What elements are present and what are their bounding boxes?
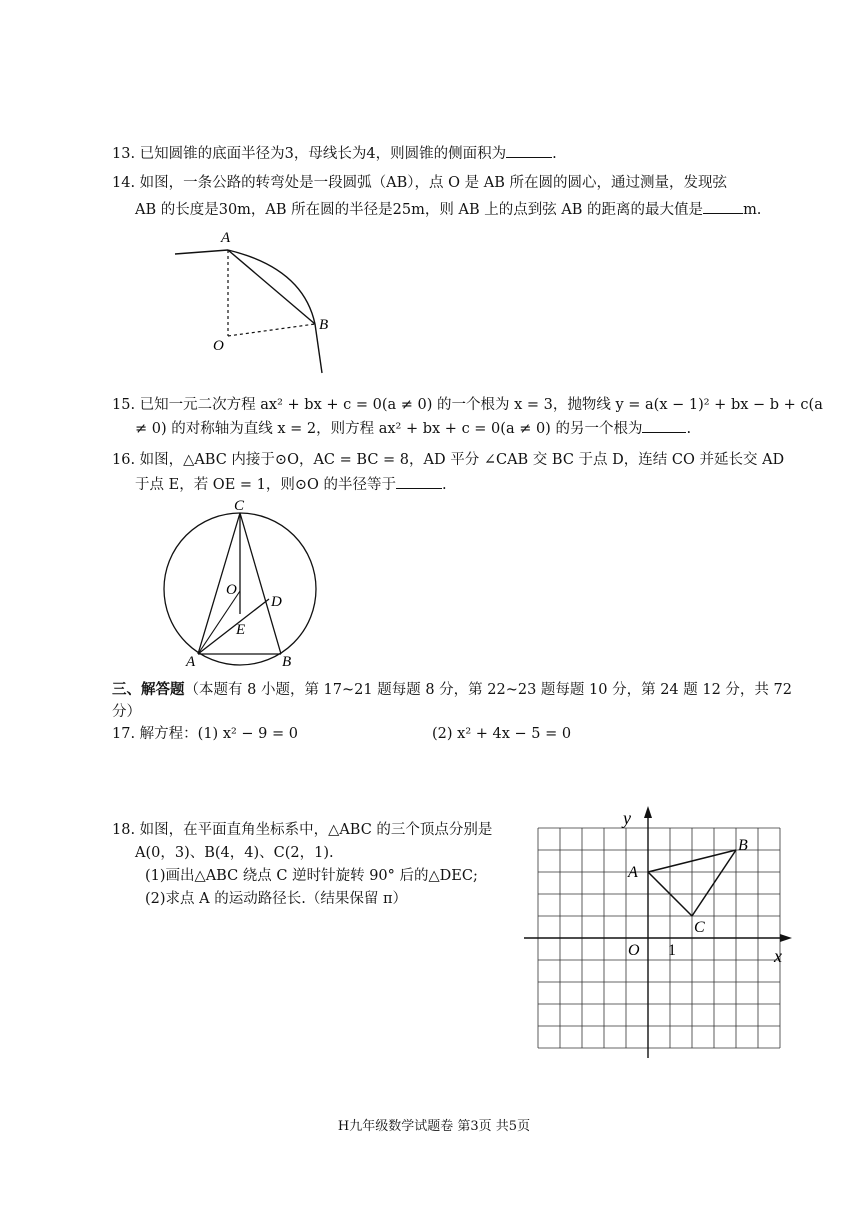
question-number: 17. — [112, 726, 136, 742]
question-18-part-2 — [145, 889, 407, 909]
page-footer: H九年级数学试题卷 第3页 共5页 — [337, 1119, 531, 1134]
question-number: 18. — [112, 822, 136, 838]
end-mark: . — [552, 146, 557, 162]
road-segment-left — [175, 250, 228, 254]
question-18-part-1 — [145, 866, 478, 886]
question-text: 如图，一条公路的转弯处是一段圆弧（AB），点 O 是 AB 所在圆的圆心，通过测量，发现弦 — [139, 175, 727, 191]
point-d-label: D — [271, 594, 282, 610]
question-number: 13. — [112, 146, 136, 162]
question-text: 如图，△ABC 内接于⊙O，AC = BC = 8，AD 平分 ∠CAB 交 BC 于点 D，连结 CO 并延长交 AD — [139, 452, 785, 468]
question-14-line-2 — [135, 199, 761, 220]
section-title: 三、解答题 — [112, 681, 185, 698]
origin-label: O — [628, 942, 640, 959]
point-b-label: B — [738, 837, 748, 854]
question-18-line-1 — [112, 820, 492, 840]
section-description-cont: 分） — [112, 704, 141, 720]
coordinate-grid-figure — [518, 800, 798, 1070]
point-o-label: O — [213, 338, 224, 354]
y-axis-label: y — [623, 808, 631, 828]
question-16-line-2 — [135, 474, 447, 495]
question-18-line-2 — [135, 843, 334, 863]
answer-blank[interactable] — [506, 143, 552, 158]
question-number: 14. — [112, 175, 136, 191]
question-label: 解方程： — [139, 726, 198, 742]
answer-blank[interactable] — [703, 199, 743, 214]
question-16-line-1 — [112, 450, 784, 470]
point-b-label: B — [319, 317, 329, 333]
sub-question-1: (1)画出△ABC 绕点 C 逆时针旋转 90° 后的△DEC; — [145, 868, 478, 884]
question-14-line-1 — [112, 173, 727, 193]
question-text: 已知一元二次方程 ax² + bx + c = 0(a ≠ 0) 的一个根为 x = 3，抛物线 y = a(x − 1)² + bx − b + c(a — [139, 397, 823, 413]
answer-blank[interactable] — [642, 418, 686, 433]
road-arc-figure — [168, 228, 338, 378]
question-number: 16. — [112, 452, 136, 468]
question-text: AB 的长度是30m，AB 所在圆的半径是25m，则 AB 上的点到弦 AB 的距离的最大值是 — [135, 202, 704, 218]
x-axis-arrow-icon — [780, 934, 792, 942]
point-a-label: A — [628, 864, 638, 881]
question-17-part-2 — [432, 724, 571, 744]
point-b-label: B — [282, 654, 292, 670]
point-a-label: A — [221, 230, 231, 246]
unit-tick-label: 1 — [668, 942, 676, 959]
section-3-header — [112, 680, 792, 700]
section-description: （本题有 8 小题，第 17~21 题每题 8 分，第 22~23 题每题 10 分，第 24 题 12 分，共 72 — [184, 682, 792, 698]
side-cb — [240, 513, 281, 654]
question-number: 15. — [112, 397, 136, 413]
answer-blank[interactable] — [396, 474, 442, 489]
point-c-label: C — [694, 919, 705, 936]
question-15-line-1 — [112, 395, 823, 415]
section-3-header-cont — [112, 702, 141, 722]
y-axis-arrow-icon — [644, 806, 652, 818]
segment-ao — [198, 591, 240, 654]
radius-ob — [228, 324, 315, 336]
question-text: 如图，在平面直角坐标系中，△ABC 的三个顶点分别是 — [139, 822, 493, 838]
unit-text: m. — [743, 202, 762, 218]
question-17 — [112, 724, 298, 744]
question-text: 于点 E，若 OE = 1，则⊙O 的半径等于 — [135, 477, 397, 493]
question-15-line-2 — [135, 418, 691, 439]
chord-ab — [228, 250, 315, 324]
point-c-label: C — [234, 498, 245, 514]
point-a-label: A — [186, 654, 196, 670]
sub-question-2: (2)求点 A 的运动路径长.（结果保留 π） — [145, 891, 407, 907]
end-mark: . — [442, 477, 447, 493]
x-axis-label: x — [774, 946, 782, 966]
segment-ad — [198, 599, 269, 654]
point-o-label: O — [226, 582, 237, 598]
equation-2: (2) x² + 4x − 5 = 0 — [432, 726, 572, 742]
question-13 — [112, 143, 557, 164]
end-mark: . — [686, 421, 692, 437]
point-e-label: E — [236, 622, 246, 638]
equation-1: (1) x² − 9 = 0 — [197, 726, 298, 742]
question-text: 已知圆锥的底面半径为3，母线长为4，则圆锥的侧面积为 — [139, 146, 507, 162]
circle-triangle-figure — [158, 496, 328, 674]
question-text: A(0，3)、B(4，4)、C(2，1). — [135, 845, 334, 861]
question-text: ≠ 0) 的对称轴为直线 x = 2，则方程 ax² + bx + c = 0(a ≠ 0) 的另一个根为 — [135, 421, 643, 437]
